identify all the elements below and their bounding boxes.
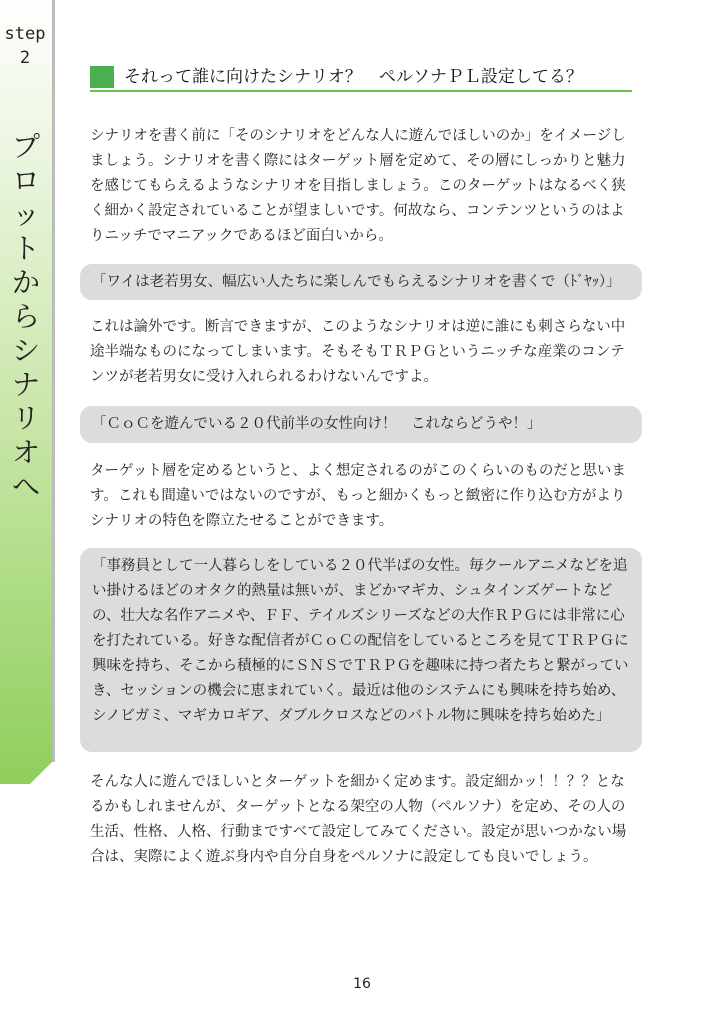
side-tab-edge: [52, 0, 55, 762]
step-label: [0, 22, 50, 70]
body-paragraph: これは論外です。断言できますが、このようなシナリオは逆に誰にも刺さらない中途半端なものになってしまいます。そもそもＴＲＰＧというニッチな産業のコンテンツが老若男女に受け入れられるわけないんですよ。: [90, 319, 626, 385]
section-heading: [90, 66, 632, 92]
body-paragraph: そんな人に遊んでほしいとターゲットを細かく定めます。設定細かッ！！？？となるかもしれませんが、ターゲットとなる架空の人物（ペルソナ）を定め、その人の生活、性格、人格、行動まですべて設定してみてください。設定が思いつかない場合は、実際によく遊ぶ身内や自分自身をペルソナに設定しても良いでしょう。: [90, 774, 627, 865]
step-word: step: [4, 24, 46, 44]
quote-box: 「ＣｏＣを遊んでいる２０代前半の女性向け！ これならどうや！」: [80, 406, 642, 443]
body-paragraph: シナリオを書く前に「そのシナリオをどんな人に遊んでほしいのか」をイメージしましょう。シナリオを書く際にはターゲット層を定めて、その層にしっかりと魅力を感じてもらえるようなシナリオを目指しましょう。このターゲットはなるべく狭く細かく設定されていることが望ましいです。何故なら、コンテンツというのはよりニッチでマニアックであるほど面白いから。: [90, 128, 626, 244]
body-paragraph: ターゲット層を定めるというと、よく想定されるのがこのくらいのものだと思います。これも間違いではないのですが、もっと細かくもっと緻密に作り込む方がよりシナリオの特色を際立たせることができます。: [90, 463, 626, 529]
section-heading-text: それって誰に向けたシナリオ？ ペルソナＰＬ設定してる？: [124, 67, 583, 87]
quote-box: 「事務員として一人暮らしをしている２０代半ばの女性。毎クールアニメなどを追い掛けるほどのオタク的熱量は無いが、まどかマギカ、シュタインズゲートなどの、壮大な名作アニメや、ＦＦ、テイルズシリーズなどの大作ＲＰＧには非常に心を打たれている。好きな配信者がＣｏＣの配信をしているところを見てＴＲＰＧに興味を持ち、そこから積極的にＳＮＳでＴＲＰＧを趣味に持つ者たちと繋がっていき、セッションの機会に恵まれていく。最近は他のシステムにも興味を持ち始め、シノビガミ、マギカロギア、ダブルクロスなどのバトル物に興味を持ち始めた」: [80, 548, 642, 752]
page-number: 16: [353, 976, 371, 992]
quote-box: 「ワイは老若男女、幅広い人たちに楽しんでもらえるシナリオを書くで（ﾄﾞﾔｯ）」: [80, 264, 642, 300]
step-number: 2: [19, 48, 31, 68]
chapter-title: プロットからシナリオへ: [11, 130, 40, 503]
heading-square-icon: [90, 66, 114, 88]
